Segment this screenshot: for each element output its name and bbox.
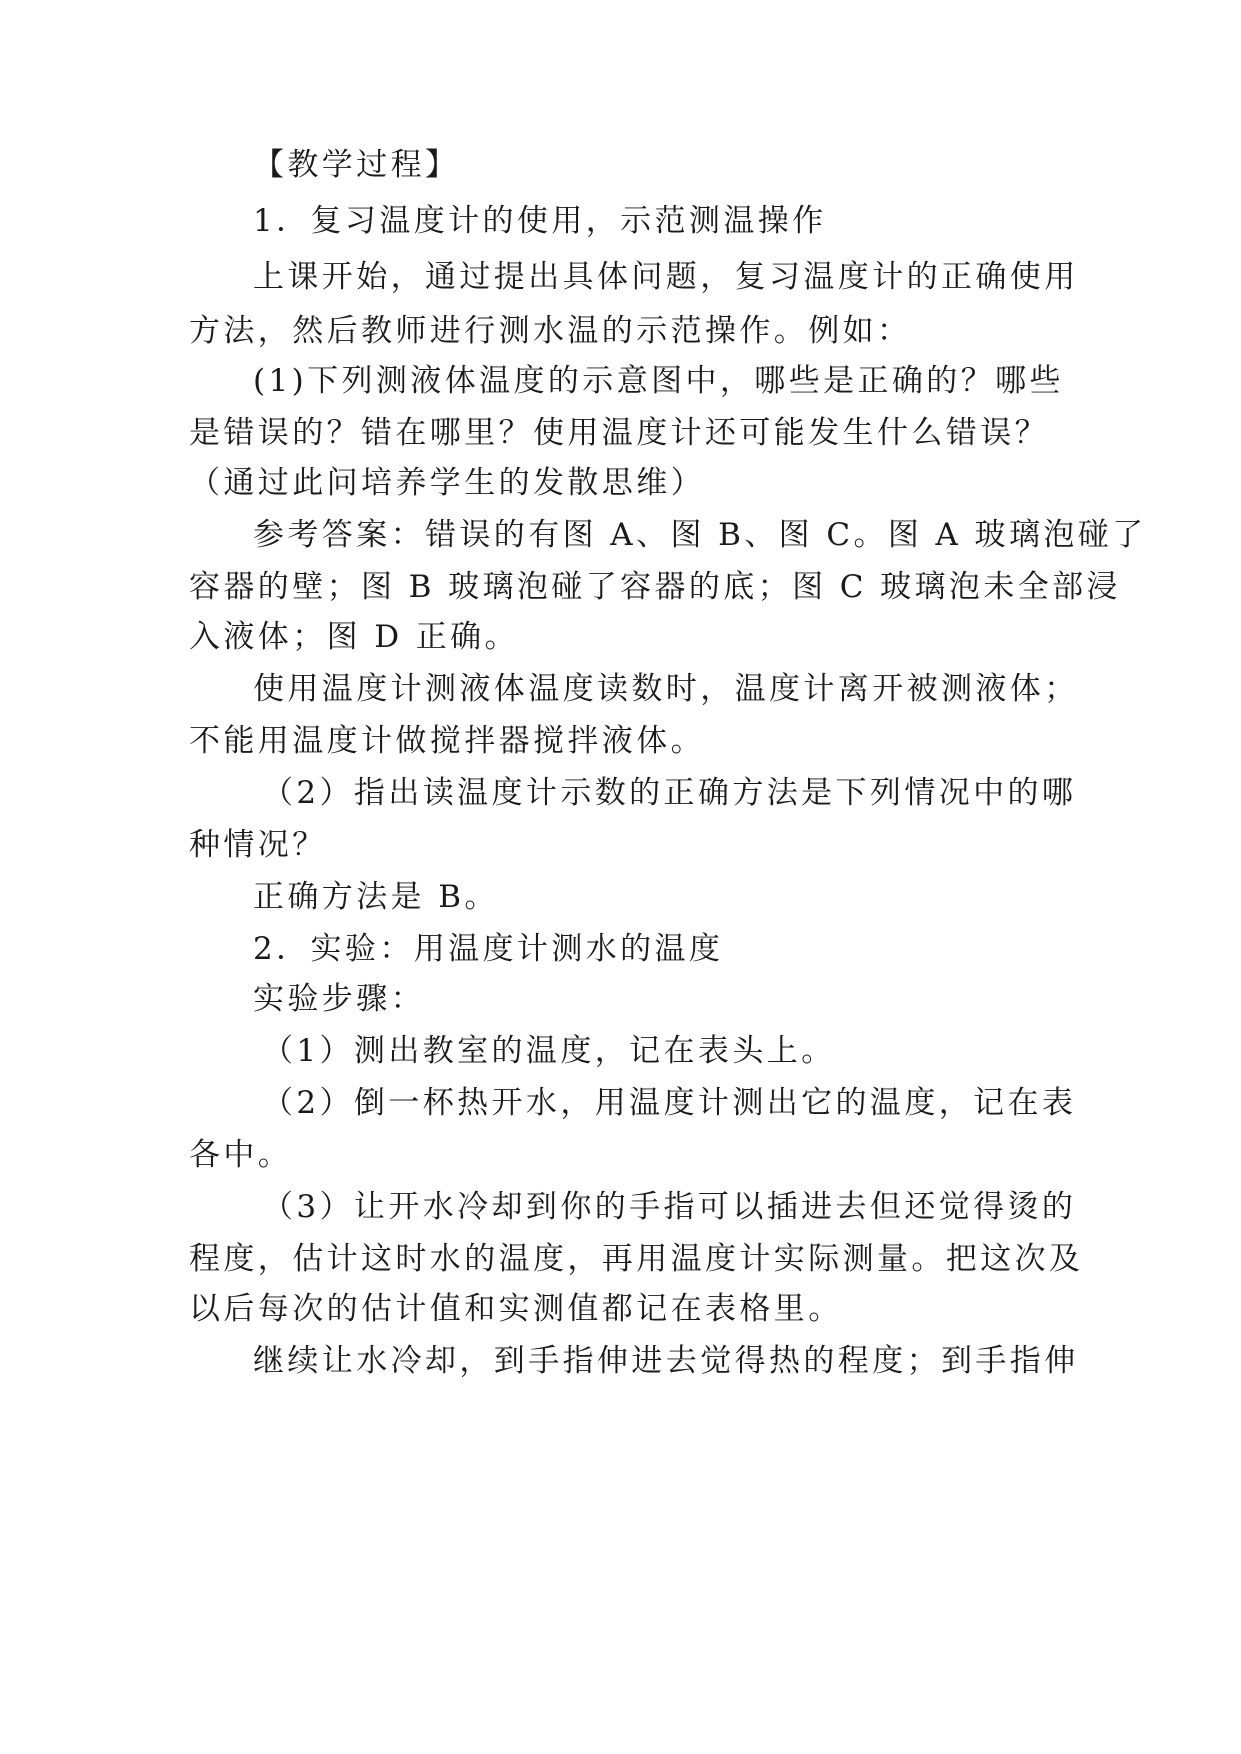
step-item: （1）测出教室的温度，记在表头上。 <box>262 1033 836 1069</box>
paragraph-line: 继续让水冷却，到手指伸进去觉得热的程度；到手指伸 <box>253 1343 1079 1379</box>
step-item: 各中。 <box>189 1137 293 1173</box>
answer-line: 正确方法是 B。 <box>253 879 499 915</box>
steps-heading: 实验步骤： <box>253 981 425 1017</box>
question-2-line: 种情况？ <box>189 827 327 863</box>
answer-line: 参考答案：错误的有图 A、图 B、图 C。图 A 玻璃泡碰了 <box>253 517 1147 553</box>
question-1-line: 是错误的？错在哪里？使用温度计还可能发生什么错误？ <box>189 415 1049 451</box>
paragraph-line: 使用温度计测液体温度读数时，温度计离开被测液体； <box>253 671 1079 707</box>
step-2-heading: 2．实验：用温度计测水的温度 <box>253 931 724 967</box>
step-item: 程度，估计这时水的温度，再用温度计实际测量。把这次及 <box>189 1241 1084 1277</box>
step-item: 以后每次的估计值和实测值都记在表格里。 <box>189 1291 843 1327</box>
step-item: （3）让开水冷却到你的手指可以插进去但还觉得烫的 <box>262 1189 1077 1225</box>
paragraph-line: 方法，然后教师进行测水温的示范操作。例如： <box>189 313 912 349</box>
question-1-line: (1)下列测液体温度的示意图中，哪些是正确的？哪些 <box>253 363 1064 399</box>
question-1-note: （通过此问培养学生的发散思维） <box>189 465 705 501</box>
answer-line: 入液体；图 D 正确。 <box>189 619 519 655</box>
answer-line: 容器的壁；图 B 玻璃泡碰了容器的底；图 C 玻璃泡未全部浸 <box>189 569 1121 605</box>
question-2-line: （2）指出读温度计示数的正确方法是下列情况中的哪 <box>262 775 1077 811</box>
section-heading: 【教学过程】 <box>253 147 460 183</box>
paragraph-line: 不能用温度计做搅拌器搅拌液体。 <box>189 723 705 759</box>
step-1-heading: 1．复习温度计的使用，示范测温操作 <box>253 203 827 239</box>
step-item: （2）倒一杯热开水，用温度计测出它的温度，记在表 <box>262 1085 1077 1121</box>
paragraph-line: 上课开始，通过提出具体问题，复习温度计的正确使用 <box>253 259 1079 295</box>
